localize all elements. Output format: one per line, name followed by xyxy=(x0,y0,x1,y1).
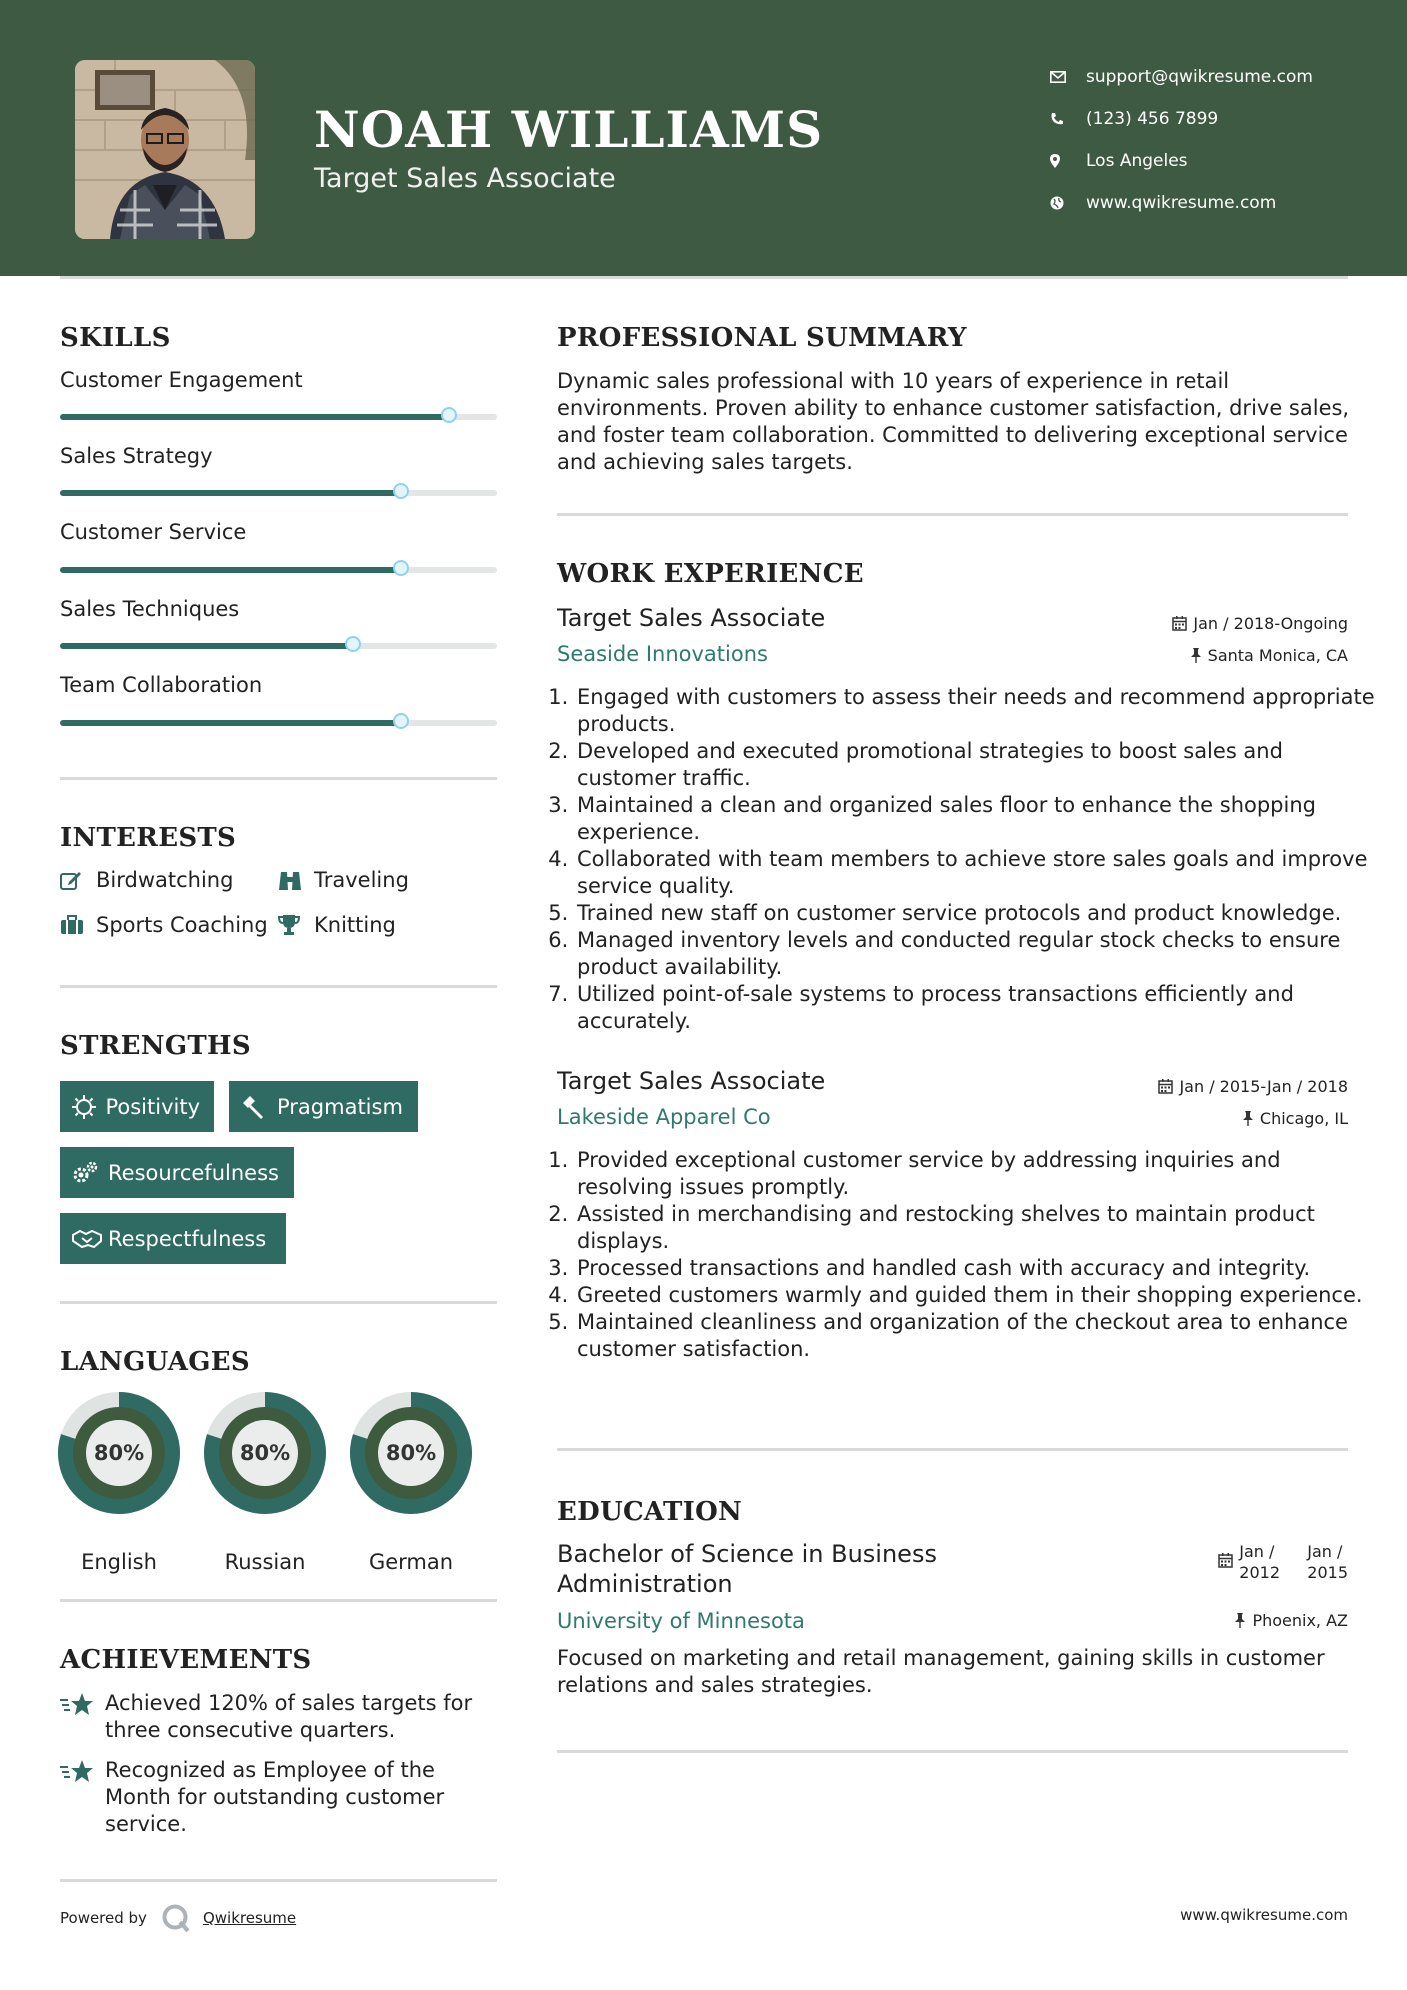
edu-start-year: 2012 xyxy=(1239,1563,1280,1582)
education-title: EDUCATION xyxy=(557,1497,743,1527)
language-item xyxy=(350,1392,472,1574)
degree-line: Administration xyxy=(557,1570,733,1598)
phone-icon xyxy=(1050,112,1086,126)
email-text[interactable]: support@qwikresume.com xyxy=(1086,67,1313,87)
job-location-text: Santa Monica, CA xyxy=(1207,646,1348,665)
skill-bar-knob xyxy=(441,407,457,423)
achievement-item xyxy=(60,1690,497,1744)
calendar-icon xyxy=(1158,1079,1173,1094)
strengths-title: STRENGTHS xyxy=(60,1031,251,1061)
languages-title: LANGUAGES xyxy=(60,1347,250,1377)
job-bullet: 3. Maintained a clean and organized sales floor to enhance the shopping experience. xyxy=(575,792,1375,846)
handshake-icon xyxy=(72,1229,108,1249)
interest-label: Knitting xyxy=(314,913,396,937)
section-divider xyxy=(60,985,497,988)
website-text[interactable]: www.qwikresume.com xyxy=(1086,193,1277,213)
brand-link[interactable]: Qwikresume xyxy=(202,1909,297,1927)
powered-by-label: Powered by xyxy=(60,1909,147,1927)
job-bullet: 1. Engaged with customers to assess their needs and recommend appropriate products. xyxy=(575,684,1375,738)
job-bullets xyxy=(557,1147,1375,1363)
edu-end xyxy=(1307,1541,1348,1583)
candidate-name: NOAH WILLIAMS xyxy=(314,100,824,159)
skill-bar-fill xyxy=(60,643,353,649)
gears-icon xyxy=(72,1161,108,1185)
skill-bar-knob xyxy=(393,483,409,499)
calendar-icon xyxy=(1218,1553,1233,1568)
strength-badge xyxy=(60,1213,286,1264)
strength-label: Pragmatism xyxy=(277,1094,403,1119)
edu-start xyxy=(1239,1541,1307,1583)
footer-website[interactable]: www.qwikresume.com xyxy=(1180,1906,1348,1924)
language-item xyxy=(58,1392,180,1574)
pushpin-icon xyxy=(1242,1111,1254,1126)
education-dates xyxy=(1218,1541,1348,1583)
strength-badge xyxy=(60,1147,294,1198)
skill-bar-knob xyxy=(393,713,409,729)
skill-bar-knob xyxy=(393,560,409,576)
header-divider xyxy=(60,276,1348,279)
job-location-text: Chicago, IL xyxy=(1259,1109,1348,1128)
job-location xyxy=(1242,1109,1348,1128)
skill-bar-fill xyxy=(60,490,401,496)
job-dates-text: Jan / 2015-Jan / 2018 xyxy=(1179,1077,1348,1096)
job-title: Target Sales Associate xyxy=(557,1067,826,1095)
location-text: Los Angeles xyxy=(1086,151,1188,171)
language-percent: 80% xyxy=(385,1441,437,1465)
edu-end-year: 2015 xyxy=(1307,1563,1348,1582)
education-text: Focused on marketing and retail management, gaining skills in customer relations and sales strategies. xyxy=(557,1646,1325,1697)
globe-icon xyxy=(1050,196,1086,210)
interest-item xyxy=(60,868,233,892)
strength-badge xyxy=(60,1081,214,1132)
skill-label: Sales Strategy xyxy=(60,444,213,468)
sun-icon xyxy=(72,1095,105,1119)
pushpin-icon xyxy=(1190,648,1202,663)
phone-text[interactable]: (123) 456 7899 xyxy=(1086,109,1219,129)
section-divider xyxy=(557,513,1348,516)
achievement-text: Recognized as Employee of the Month for outstanding customer service. xyxy=(105,1758,445,1836)
language-percent: 80% xyxy=(239,1441,291,1465)
contact-phone[interactable] xyxy=(1050,98,1313,140)
section-divider xyxy=(60,1879,497,1882)
interest-item xyxy=(278,868,409,892)
skill-bar-fill xyxy=(60,414,449,420)
hammer-icon xyxy=(241,1095,277,1119)
skill-label: Customer Engagement xyxy=(60,368,303,392)
achievements-title: ACHIEVEMENTS xyxy=(60,1645,312,1675)
job-bullet: 3. Processed transactions and handled cash with accuracy and integrity. xyxy=(575,1255,1375,1282)
section-divider xyxy=(557,1750,1348,1753)
job-bullet: 2. Assisted in merchandising and restocking shelves to maintain product displays. xyxy=(575,1201,1375,1255)
contact-location xyxy=(1050,140,1313,182)
job-company: Lakeside Apparel Co xyxy=(557,1105,771,1129)
section-divider xyxy=(60,777,497,780)
skills-title: SKILLS xyxy=(60,323,171,353)
skill-bar-knob xyxy=(345,636,361,652)
job-bullet: 4. Greeted customers warmly and guided them in their shopping experience. xyxy=(575,1282,1375,1309)
star-icon xyxy=(60,1757,105,1838)
skill-label: Team Collaboration xyxy=(60,673,263,697)
profile-photo xyxy=(75,60,255,239)
star-icon xyxy=(60,1690,105,1744)
degree-line: Bachelor of Science in Business xyxy=(557,1540,937,1568)
trophy-icon xyxy=(278,914,314,936)
skill-bar-fill xyxy=(60,720,401,726)
education-location xyxy=(1234,1611,1348,1630)
binoculars-icon xyxy=(278,869,314,891)
calendar-icon xyxy=(1172,616,1187,631)
job-bullet: 5. Maintained cleanliness and organization of the checkout area to enhance customer satisfaction. xyxy=(575,1309,1375,1363)
interests-title: INTERESTS xyxy=(60,823,237,853)
experience-title: WORK EXPERIENCE xyxy=(557,559,864,589)
envelope-icon xyxy=(1050,71,1086,83)
section-divider xyxy=(60,1599,497,1602)
skill-bar xyxy=(60,567,497,573)
job-bullet: 6. Managed inventory levels and conducted regular stock checks to ensure product availability. xyxy=(575,927,1375,981)
job-bullet: 4. Collaborated with team members to achieve store sales goals and improve service quality. xyxy=(575,846,1375,900)
education-location-text: Phoenix, AZ xyxy=(1252,1611,1348,1630)
job-bullet: 2. Developed and executed promotional strategies to boost sales and customer traffic. xyxy=(575,738,1375,792)
school-name: University of Minnesota xyxy=(557,1609,805,1633)
job-company: Seaside Innovations xyxy=(557,642,768,666)
map-pin-icon xyxy=(1050,154,1086,168)
contact-email[interactable] xyxy=(1050,56,1313,98)
pushpin-icon xyxy=(1234,1613,1246,1628)
strength-badge xyxy=(229,1081,418,1132)
job-bullet: 5. Trained new staff on customer service protocols and product knowledge. xyxy=(575,900,1375,927)
job-bullet: 7. Utilized point-of-sale systems to process transactions efficiently and accurately. xyxy=(575,981,1375,1035)
language-percent: 80% xyxy=(93,1441,145,1465)
section-divider xyxy=(60,1301,497,1304)
edu-end-month: Jan / xyxy=(1307,1542,1343,1561)
language-item xyxy=(204,1392,326,1574)
summary-text: Dynamic sales professional with 10 years of experience in retail environments. Proven ability to enhance customer satisfaction, drive sales, and foster team collaboration. Committed to delivering exceptional service and achieving sales targets. xyxy=(557,369,1350,474)
interest-label: Traveling xyxy=(314,868,409,892)
qwikresume-logo-icon xyxy=(161,1903,191,1933)
strength-label: Respectfulness xyxy=(108,1226,267,1251)
summary-title: PROFESSIONAL SUMMARY xyxy=(557,323,967,353)
degree-title xyxy=(557,1539,937,1599)
job-bullet: 1. Provided exceptional customer service by addressing inquiries and resolving issues promptly. xyxy=(575,1147,1375,1201)
achievement-text: Achieved 120% of sales targets for three consecutive quarters. xyxy=(105,1691,473,1742)
language-name: Russian xyxy=(224,1550,306,1574)
interest-label: Birdwatching xyxy=(96,868,234,892)
candidate-role: Target Sales Associate xyxy=(314,163,616,194)
skill-bar xyxy=(60,490,497,496)
skill-bar xyxy=(60,414,497,420)
interest-item xyxy=(60,913,268,937)
resume-header xyxy=(0,0,1407,276)
skill-label: Sales Techniques xyxy=(60,597,240,621)
language-name: English xyxy=(81,1550,157,1574)
skill-label: Customer Service xyxy=(60,520,247,544)
edu-start-month: Jan / xyxy=(1239,1542,1275,1561)
skill-bar xyxy=(60,643,497,649)
section-divider xyxy=(557,1448,1348,1451)
strength-label: Positivity xyxy=(105,1094,200,1119)
briefcase-icon xyxy=(60,915,96,935)
job-dates-text: Jan / 2018-Ongoing xyxy=(1193,614,1348,633)
language-name: German xyxy=(368,1550,454,1574)
job-title: Target Sales Associate xyxy=(557,604,826,632)
contact-website[interactable] xyxy=(1050,182,1313,224)
powered-by xyxy=(60,1903,296,1933)
achievement-item xyxy=(60,1757,497,1838)
edit-icon xyxy=(60,870,96,890)
job-bullets xyxy=(557,684,1375,1035)
interest-label: Sports Coaching xyxy=(96,913,268,937)
strength-label: Resourcefulness xyxy=(108,1160,279,1185)
contact-info xyxy=(1050,56,1313,224)
skill-bar xyxy=(60,720,497,726)
skill-bar-fill xyxy=(60,567,401,573)
job-location xyxy=(1190,646,1348,665)
job-dates xyxy=(1172,614,1348,633)
interest-item xyxy=(278,913,396,937)
job-dates xyxy=(1158,1077,1348,1096)
